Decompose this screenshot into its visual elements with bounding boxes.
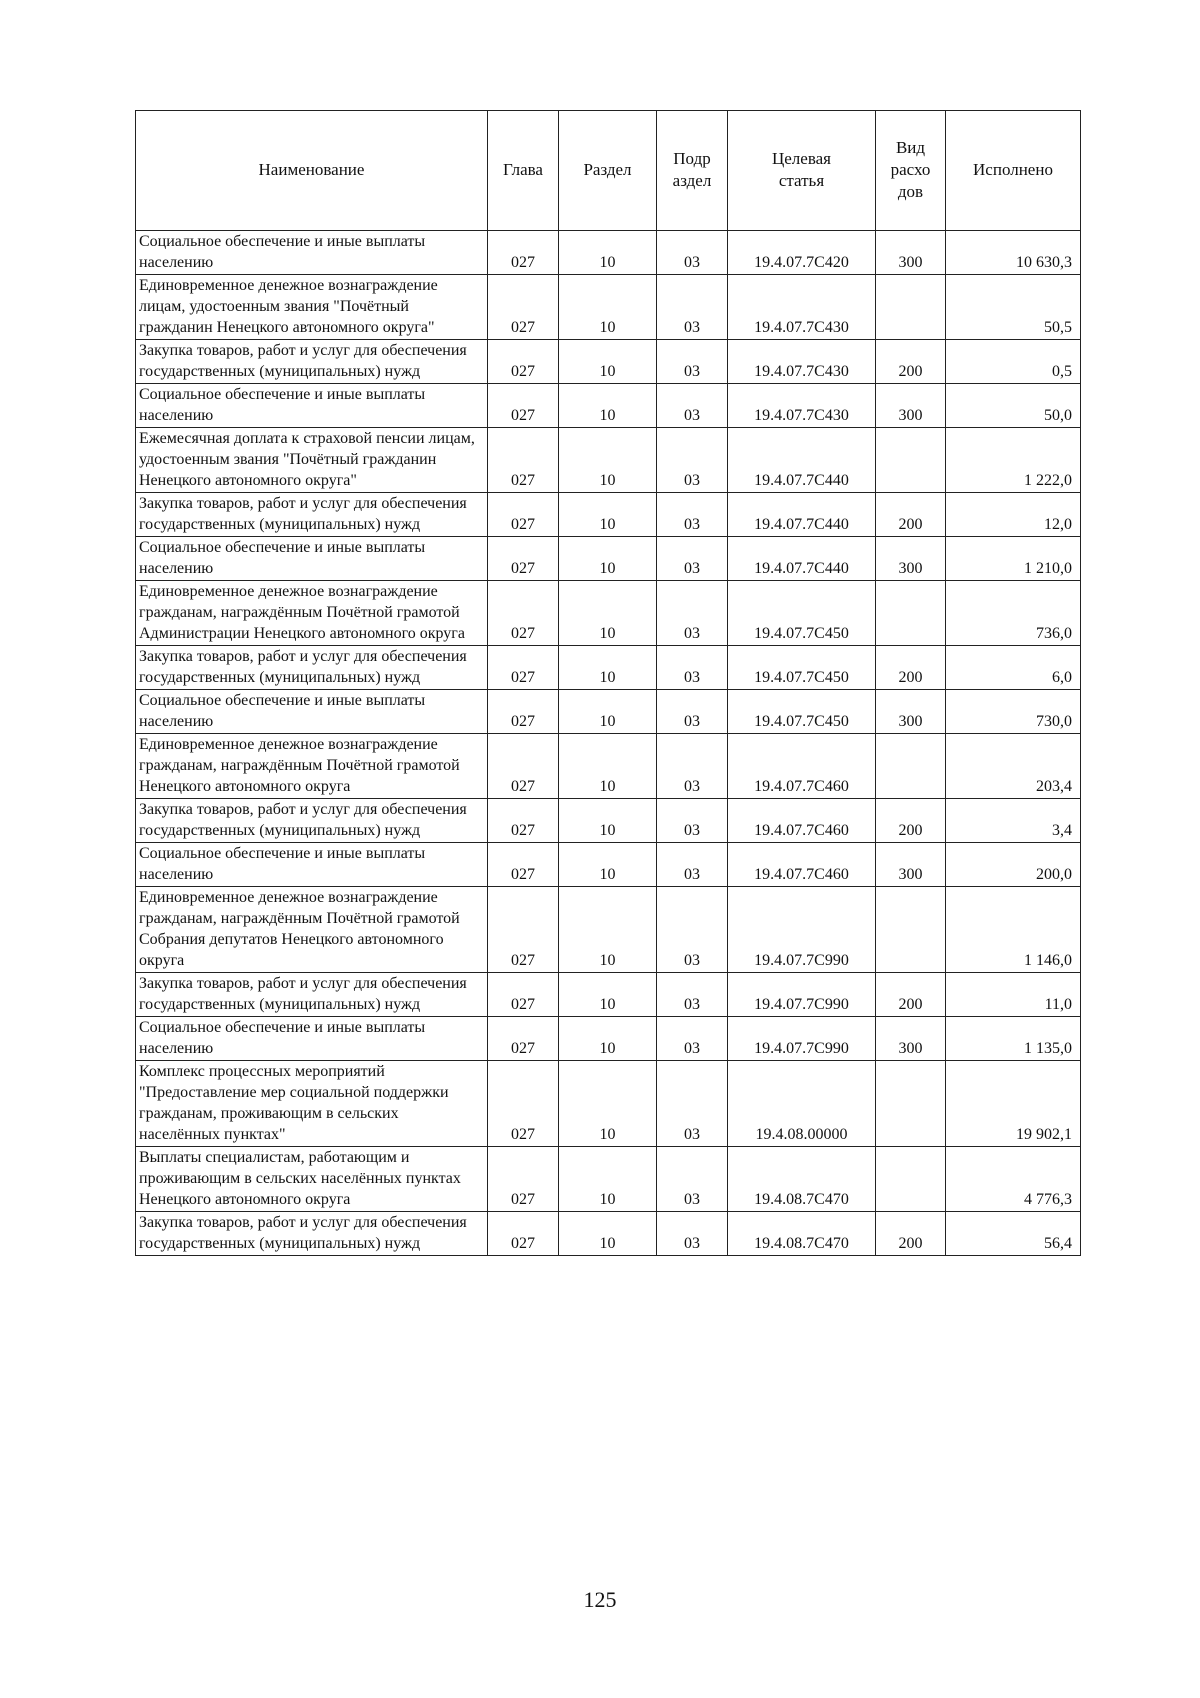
cell-target-article: 19.4.07.7С440 [728,537,876,581]
cell-glava: 027 [488,384,559,428]
cell-expense-type: 200 [876,973,946,1017]
cell-executed: 1 210,0 [946,537,1081,581]
cell-target-article: 19.4.07.7С430 [728,275,876,340]
cell-executed: 1 146,0 [946,887,1081,973]
cell-razdel: 10 [559,537,657,581]
cell-executed: 200,0 [946,843,1081,887]
cell-executed: 4 776,3 [946,1147,1081,1212]
cell-target-article: 19.4.07.7С430 [728,340,876,384]
cell-expense-type: 200 [876,1212,946,1256]
cell-expense-type [876,1061,946,1147]
cell-name: Закупка товаров, работ и услуг для обеспечения государственных (муниципальных) нужд [136,973,488,1017]
cell-podrazdel: 03 [657,537,728,581]
cell-razdel: 10 [559,734,657,799]
header-target-article: Целевая статья [728,111,876,231]
cell-executed: 56,4 [946,1212,1081,1256]
budget-table [135,110,1081,1256]
cell-executed: 1 135,0 [946,1017,1081,1061]
cell-expense-type: 300 [876,843,946,887]
cell-expense-type: 200 [876,340,946,384]
table-row [136,799,1081,843]
cell-podrazdel: 03 [657,1212,728,1256]
header-glava: Глава [488,111,559,231]
table-row [136,1061,1081,1147]
cell-podrazdel: 03 [657,1061,728,1147]
cell-executed: 12,0 [946,493,1081,537]
cell-name: Социальное обеспечение и иные выплаты населению [136,384,488,428]
cell-executed: 11,0 [946,973,1081,1017]
cell-expense-type [876,1147,946,1212]
cell-podrazdel: 03 [657,887,728,973]
cell-podrazdel: 03 [657,734,728,799]
cell-podrazdel: 03 [657,1147,728,1212]
cell-glava: 027 [488,1212,559,1256]
cell-glava: 027 [488,1017,559,1061]
cell-razdel: 10 [559,1212,657,1256]
cell-razdel: 10 [559,581,657,646]
cell-name: Выплаты специалистам, работающим и проживающим в сельских населённых пунктах Ненецкого автономного округа [136,1147,488,1212]
cell-razdel: 10 [559,384,657,428]
cell-glava: 027 [488,887,559,973]
cell-podrazdel: 03 [657,493,728,537]
cell-target-article: 19.4.07.7С440 [728,493,876,537]
cell-executed: 50,0 [946,384,1081,428]
cell-target-article: 19.4.08.00000 [728,1061,876,1147]
header-expense-type: Вид расхо дов [876,111,946,231]
table-row [136,537,1081,581]
cell-podrazdel: 03 [657,799,728,843]
table-row [136,384,1081,428]
cell-razdel: 10 [559,646,657,690]
cell-executed: 736,0 [946,581,1081,646]
cell-target-article: 19.4.08.7С470 [728,1212,876,1256]
cell-podrazdel: 03 [657,646,728,690]
cell-name: Закупка товаров, работ и услуг для обеспечения государственных (муниципальных) нужд [136,1212,488,1256]
cell-podrazdel: 03 [657,843,728,887]
cell-razdel: 10 [559,799,657,843]
cell-name: Закупка товаров, работ и услуг для обеспечения государственных (муниципальных) нужд [136,799,488,843]
cell-expense-type [876,428,946,493]
cell-target-article: 19.4.07.7С450 [728,646,876,690]
cell-podrazdel: 03 [657,1017,728,1061]
cell-executed: 1 222,0 [946,428,1081,493]
cell-expense-type [876,734,946,799]
cell-podrazdel: 03 [657,690,728,734]
cell-glava: 027 [488,537,559,581]
table-row [136,340,1081,384]
cell-razdel: 10 [559,428,657,493]
cell-target-article: 19.4.07.7С990 [728,887,876,973]
table-row [136,1017,1081,1061]
cell-name: Закупка товаров, работ и услуг для обеспечения государственных (муниципальных) нужд [136,493,488,537]
table-row [136,428,1081,493]
header-podrazdel: Подр аздел [657,111,728,231]
cell-glava: 027 [488,1147,559,1212]
cell-target-article: 19.4.08.7С470 [728,1147,876,1212]
cell-expense-type: 300 [876,384,946,428]
table-header [136,111,1081,231]
cell-razdel: 10 [559,1147,657,1212]
cell-razdel: 10 [559,340,657,384]
cell-name: Единовременное денежное вознаграждение лицам, удостоенным звания "Почётный гражданин Ненецкого автономного округа" [136,275,488,340]
cell-name: Социальное обеспечение и иные выплаты населению [136,1017,488,1061]
cell-executed: 50,5 [946,275,1081,340]
cell-podrazdel: 03 [657,340,728,384]
cell-razdel: 10 [559,493,657,537]
cell-razdel: 10 [559,887,657,973]
cell-expense-type: 300 [876,690,946,734]
cell-executed: 203,4 [946,734,1081,799]
cell-podrazdel: 03 [657,275,728,340]
cell-executed: 10 630,3 [946,231,1081,275]
cell-podrazdel: 03 [657,973,728,1017]
cell-name: Комплекс процессных мероприятий "Предоставление мер социальной поддержки гражданам, проживающим в сельских населённых пунктах" [136,1061,488,1147]
cell-expense-type: 300 [876,537,946,581]
cell-target-article: 19.4.07.7С430 [728,384,876,428]
cell-executed: 19 902,1 [946,1061,1081,1147]
table-row [136,734,1081,799]
cell-expense-type: 300 [876,1017,946,1061]
cell-expense-type [876,581,946,646]
cell-podrazdel: 03 [657,231,728,275]
header-row [136,111,1081,231]
cell-target-article: 19.4.07.7С420 [728,231,876,275]
cell-name: Социальное обеспечение и иные выплаты населению [136,231,488,275]
cell-target-article: 19.4.07.7С460 [728,734,876,799]
cell-glava: 027 [488,1061,559,1147]
cell-glava: 027 [488,734,559,799]
cell-razdel: 10 [559,275,657,340]
cell-executed: 730,0 [946,690,1081,734]
cell-executed: 0,5 [946,340,1081,384]
cell-target-article: 19.4.07.7С440 [728,428,876,493]
cell-razdel: 10 [559,1061,657,1147]
header-razdel: Раздел [559,111,657,231]
cell-target-article: 19.4.07.7С460 [728,799,876,843]
cell-glava: 027 [488,843,559,887]
cell-name: Социальное обеспечение и иные выплаты населению [136,690,488,734]
cell-name: Закупка товаров, работ и услуг для обеспечения государственных (муниципальных) нужд [136,646,488,690]
table-row [136,493,1081,537]
header-name: Наименование [136,111,488,231]
cell-glava: 027 [488,646,559,690]
cell-target-article: 19.4.07.7С990 [728,973,876,1017]
cell-razdel: 10 [559,1017,657,1061]
cell-glava: 027 [488,493,559,537]
cell-target-article: 19.4.07.7С990 [728,1017,876,1061]
cell-podrazdel: 03 [657,384,728,428]
page-number: 125 [583,1587,617,1612]
cell-name: Единовременное денежное вознаграждение гражданам, награждённым Почётной грамотой Ненецкого автономного округа [136,734,488,799]
cell-target-article: 19.4.07.7С450 [728,581,876,646]
cell-glava: 027 [488,275,559,340]
table-row [136,887,1081,973]
cell-razdel: 10 [559,231,657,275]
cell-name: Социальное обеспечение и иные выплаты населению [136,537,488,581]
cell-executed: 6,0 [946,646,1081,690]
table-body [136,231,1081,1256]
header-executed: Исполнено [946,111,1081,231]
cell-glava: 027 [488,340,559,384]
cell-executed: 3,4 [946,799,1081,843]
cell-expense-type: 300 [876,231,946,275]
cell-target-article: 19.4.07.7С460 [728,843,876,887]
cell-expense-type: 200 [876,799,946,843]
cell-expense-type [876,275,946,340]
cell-expense-type: 200 [876,493,946,537]
cell-target-article: 19.4.07.7С450 [728,690,876,734]
cell-glava: 027 [488,428,559,493]
cell-razdel: 10 [559,690,657,734]
table-row [136,646,1081,690]
table-row [136,1212,1081,1256]
table-row [136,843,1081,887]
table-row [136,1147,1081,1212]
cell-razdel: 10 [559,843,657,887]
cell-name: Единовременное денежное вознаграждение гражданам, награждённым Почётной грамотой Собрания депутатов Ненецкого автономного округа [136,887,488,973]
cell-glava: 027 [488,973,559,1017]
table-row [136,275,1081,340]
cell-podrazdel: 03 [657,581,728,646]
cell-name: Социальное обеспечение и иные выплаты населению [136,843,488,887]
cell-razdel: 10 [559,973,657,1017]
cell-name: Ежемесячная доплата к страховой пенсии лицам, удостоенным звания "Почётный гражданин Ненецкого автономного округа" [136,428,488,493]
table-row [136,231,1081,275]
cell-name: Закупка товаров, работ и услуг для обеспечения государственных (муниципальных) нужд [136,340,488,384]
cell-glava: 027 [488,690,559,734]
table-row [136,581,1081,646]
cell-podrazdel: 03 [657,428,728,493]
cell-glava: 027 [488,581,559,646]
table-row [136,690,1081,734]
table-row [136,973,1081,1017]
cell-expense-type [876,887,946,973]
cell-expense-type: 200 [876,646,946,690]
cell-name: Единовременное денежное вознаграждение гражданам, награждённым Почётной грамотой Администрации Ненецкого автономного округа [136,581,488,646]
cell-glava: 027 [488,231,559,275]
cell-glava: 027 [488,799,559,843]
